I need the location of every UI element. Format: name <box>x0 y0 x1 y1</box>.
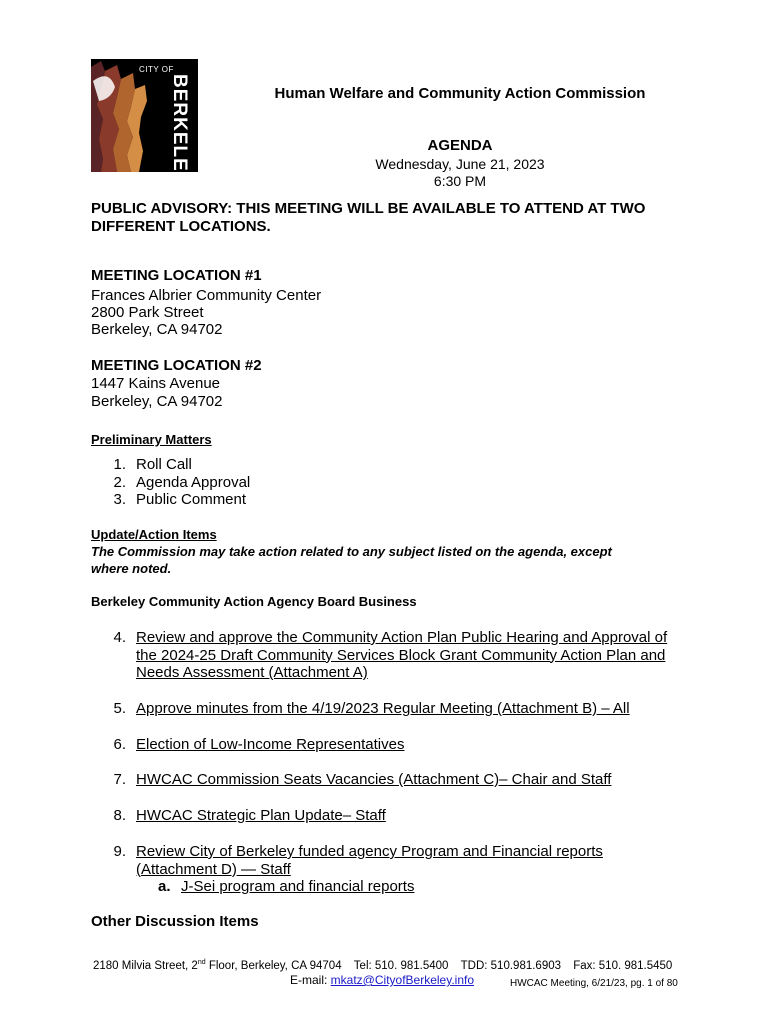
location-2-line: Berkeley, CA 94702 <box>91 393 223 410</box>
agenda-item-number: 9. <box>113 843 126 860</box>
update-action-heading: Update/Action Items <box>91 527 217 542</box>
location-1-line: 2800 Park Street <box>91 304 204 321</box>
footer-tdd: TDD: 510.981.6903 <box>460 959 562 972</box>
list-item: Agenda Approval <box>136 474 251 491</box>
sub-item-label: a. <box>158 878 171 895</box>
footer-email-label: E-mail: <box>290 973 331 987</box>
agenda-item-line: Review and approve the Community Action Plan Public Hearing and Approval of <box>136 629 668 646</box>
footer-page-ref: HWCAC Meeting, 6/21/23, pg. 1 of 80 <box>510 978 678 989</box>
agenda-item-line: (Attachment D) — Staff <box>136 860 291 878</box>
list-item: Public Comment <box>136 491 247 508</box>
location-1-line: Frances Albrier Community Center <box>91 287 322 304</box>
location-1-heading: MEETING LOCATION #1 <box>91 267 262 284</box>
agenda-item-9[interactable] <box>136 843 696 878</box>
location-1-line: Berkeley, CA 94702 <box>91 321 223 338</box>
footer-tel: Tel: 510. 981.5400 <box>353 959 449 972</box>
agenda-item-line: HWCAC Commission Seats Vacancies (Attachment C)– Chair and Staff <box>136 771 612 788</box>
agenda-item-number: 6. <box>113 736 126 753</box>
footer-address-line <box>93 959 672 972</box>
agenda-item-line: Election of Low-Income Representatives <box>136 736 405 753</box>
agenda-item-7[interactable] <box>136 771 696 789</box>
list-item-number: 3. <box>113 491 126 508</box>
agenda-item-8[interactable] <box>136 807 696 825</box>
other-discussion-heading: Other Discussion Items <box>91 913 259 930</box>
location-2-heading: MEETING LOCATION #2 <box>91 357 262 374</box>
update-note-line-1: The Commission may take action related to any subject listed on the agenda, except <box>91 544 612 559</box>
logo-city-of: CITY OF <box>139 65 174 74</box>
update-note-line-2: where noted. <box>91 561 172 576</box>
list-item-number: 1. <box>113 456 126 473</box>
city-of-berkeley-logo <box>91 59 198 186</box>
public-advisory-line-2: DIFFERENT LOCATIONS. <box>91 218 271 235</box>
public-advisory-line-1: PUBLIC ADVISORY: THIS MEETING WILL BE AVAILABLE TO ATTEND AT TWO <box>91 200 646 217</box>
agenda-item-number: 4. <box>113 629 126 646</box>
list-item: Roll Call <box>136 456 192 473</box>
agenda-item-line: Approve minutes from the 4/19/2023 Regular Meeting (Attachment B) – All <box>136 700 630 717</box>
board-business-heading: Berkeley Community Action Agency Board Business <box>91 594 417 609</box>
agenda-item-4[interactable] <box>136 629 696 682</box>
agenda-item-line: HWCAC Strategic Plan Update– Staff <box>136 807 386 824</box>
footer-email-link[interactable]: mkatz@CityofBerkeley.info <box>330 973 475 987</box>
agenda-item-line: Review City of Berkeley funded agency Program and Financial reports <box>136 843 603 860</box>
meeting-time: 6:30 PM <box>433 173 487 189</box>
logo-berkeley: BERKELEY <box>169 74 190 186</box>
agenda-item-5[interactable] <box>136 700 696 718</box>
agenda-item-line: Needs Assessment (Attachment A) <box>136 664 368 681</box>
meeting-date: Wednesday, June 21, 2023 <box>375 156 545 172</box>
agenda-item-6[interactable] <box>136 736 696 754</box>
footer-fax: Fax: 510. 981.5450 <box>573 959 673 972</box>
location-2-line: 1447 Kains Avenue <box>91 375 221 392</box>
agenda-item-number: 7. <box>113 771 126 788</box>
commission-title: Human Welfare and Community Action Commission <box>274 85 646 102</box>
footer-email-line <box>290 973 474 987</box>
agenda-item-line: the 2024-25 Draft Community Services Block Grant Community Action Plan and <box>136 646 666 664</box>
list-item-number: 2. <box>113 474 126 491</box>
preliminary-matters-heading: Preliminary Matters <box>91 432 212 447</box>
agenda-item-number: 5. <box>113 700 126 717</box>
footer-address: 2180 Milvia Street, 2nd Floor, Berkeley, CA 94704 <box>93 959 342 972</box>
agenda-item-number: 8. <box>113 807 126 824</box>
agenda-title: AGENDA <box>427 137 493 154</box>
sub-item-jsei-reports[interactable]: J-Sei program and financial reports <box>181 878 415 895</box>
